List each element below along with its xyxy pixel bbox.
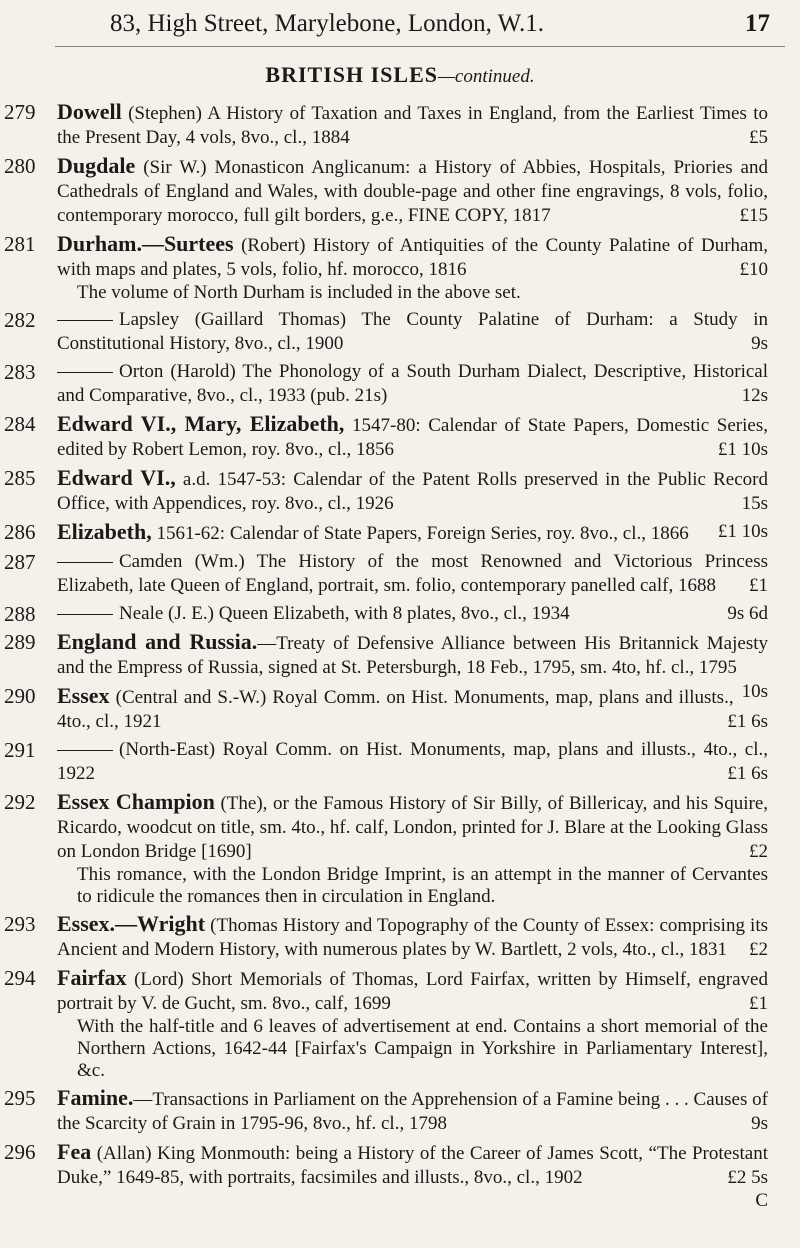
- entry-description: [57, 360, 768, 408]
- entry-description: [57, 520, 768, 546]
- ditto-rule: [57, 750, 113, 751]
- catalogue-entry: [0, 360, 800, 408]
- lot-number: 295: [4, 1086, 36, 1110]
- entry-description: [57, 684, 768, 734]
- ditto-rule: [57, 562, 113, 563]
- catalogue-entry: [0, 738, 800, 786]
- catalogue-entry: [0, 602, 800, 626]
- entry-text: (Central and S.-W.) Royal Comm. on Hist. Monuments, map, plans and illusts., 4to., cl., 1921: [57, 687, 734, 732]
- catalogue-entry: [0, 912, 800, 962]
- header-rule: [55, 46, 785, 47]
- catalogue-entry: [0, 232, 800, 304]
- entry-price: 9s 6d: [727, 603, 768, 624]
- entry-price: £1 10s: [717, 521, 768, 542]
- entry-description: [57, 790, 768, 864]
- lot-number: 292: [4, 790, 36, 814]
- entry-description: [57, 466, 768, 516]
- section-title-text: BRITISH ISLES: [265, 62, 438, 87]
- entry-price: 15s: [741, 493, 768, 514]
- entry-description: [57, 308, 768, 356]
- entry-description: [57, 602, 768, 626]
- section-continued: —continued.: [438, 66, 535, 87]
- entry-price: 12s: [741, 385, 768, 406]
- catalogue-entry: [0, 466, 800, 516]
- entry-heading: Dugdale: [57, 153, 136, 178]
- entry-heading: Elizabeth,: [57, 519, 152, 544]
- entry-text: (Stephen) A History of Taxation and Taxes in England, from the Earliest Times to the Present Day, 4 vols, 8vo., cl., 1884: [57, 103, 768, 148]
- catalogue-entry: [0, 308, 800, 356]
- entry-price: £1: [749, 575, 768, 596]
- entry-description: [57, 412, 768, 462]
- running-head: [0, 4, 800, 44]
- entry-text: (Allan) King Monmouth: being a History of the Career of James Scott, “The Protestant Duke,” 1649-85, with portraits, facsimiles and illusts., 8vo., cl., 1902: [57, 1143, 768, 1188]
- header-address: 83, High Street, Marylebone, London, W.1.: [110, 10, 544, 37]
- catalogue-entry: [0, 100, 800, 150]
- entry-description: [57, 550, 768, 598]
- entry-text: a.d. 1547-53: Calendar of the Patent Rolls preserved in the Public Record Office, with Appendices, roy. 8vo., cl., 1926: [57, 469, 768, 514]
- entry-price: £1 10s: [717, 439, 768, 460]
- page-number: 17: [745, 10, 770, 37]
- entry-description: [57, 738, 768, 786]
- lot-number: 287: [4, 550, 36, 574]
- entry-text: —Transactions in Parliament on the Apprehension of a Famine being . . . Causes of the Scarcity of Grain in 1795-96, 8vo., hf. cl., 1798: [57, 1089, 768, 1134]
- entry-price: £15: [739, 205, 768, 226]
- entry-heading: Famine.: [57, 1085, 134, 1110]
- entry-text: (Thomas History and Topography of the County of Essex: comprising its Ancient and Modern History, with numerous plates by W. Bartlett, 2 vols, 4to., cl., 1831: [57, 915, 768, 960]
- entry-text: (Sir W.) Monasticon Anglicanum: a History of Abbies, Hospitals, Priories and Cathedrals of England and Wales, with double-page and other fine engravings, 8 vols, folio, contemporary morocco, full gilt borders, g.e., FINE COPY, 1817: [57, 157, 768, 226]
- catalogue-entry: [0, 1140, 800, 1212]
- entry-text: 1561-62: Calendar of State Papers, Foreign Series, roy. 8vo., cl., 1866: [151, 523, 689, 544]
- lot-number: 284: [4, 412, 36, 436]
- ditto-rule: [57, 614, 113, 615]
- entry-description: [57, 912, 768, 962]
- entry-price: 9s: [751, 333, 768, 354]
- entry-text: Neale (J. E.) Queen Elizabeth, with 8 plates, 8vo., cl., 1934: [119, 603, 570, 624]
- entry-text: Camden (Wm.) The History of the most Renowned and Victorious Princess Elizabeth, late Queen of England, portrait, sm. folio, contemporary panelled calf, 1688: [57, 551, 768, 596]
- entry-note: With the half-title and 6 leaves of advertisement at end. Contains a short memorial of the Northern Actions, 1642-44 [Fairfax's Campaign in Yorkshire in Parliamentary Interest], &c.: [77, 1016, 768, 1081]
- catalogue-entry: [0, 520, 800, 546]
- entry-heading: Edward VI.,: [57, 465, 176, 490]
- lot-number: 294: [4, 966, 36, 990]
- lot-number: 289: [4, 630, 36, 654]
- entry-text: Lapsley (Gaillard Thomas) The County Palatine of Durham: a Study in Constitutional History, 8vo., cl., 1900: [57, 309, 768, 354]
- entry-price: £10: [739, 259, 768, 280]
- entry-heading: Edward VI., Mary, Elizabeth,: [57, 411, 345, 436]
- catalogue-entry: [0, 1086, 800, 1136]
- lot-number: 296: [4, 1140, 36, 1164]
- entry-price: £1: [749, 993, 768, 1014]
- entry-price: £5: [749, 127, 768, 148]
- entry-heading: Durham.—Surtees: [57, 231, 234, 256]
- entry-price: 9s: [751, 1113, 768, 1134]
- entry-description: [57, 966, 768, 1016]
- section-title: [0, 62, 800, 88]
- lot-number: 286: [4, 520, 36, 544]
- lot-number: 285: [4, 466, 36, 490]
- lot-number: 283: [4, 360, 36, 384]
- catalogue-entry: [0, 966, 800, 1082]
- entry-description: [57, 100, 768, 150]
- catalogue-entry: [0, 684, 800, 734]
- lot-number: 293: [4, 912, 36, 936]
- entry-price: £1 6s: [727, 763, 768, 784]
- entry-heading: England and Russia.: [57, 629, 258, 654]
- entry-heading: Dowell: [57, 99, 122, 124]
- entry-price: £1 6s: [727, 711, 768, 732]
- entry-note: The volume of North Durham is included in the above set.: [77, 282, 521, 303]
- entry-heading: Fea: [57, 1139, 92, 1164]
- entry-price: £2 5s: [727, 1167, 768, 1188]
- entry-heading: Essex: [57, 683, 110, 708]
- entry-heading: Essex Champion: [57, 789, 215, 814]
- entry-description: [57, 232, 768, 282]
- lot-number: 291: [4, 738, 36, 762]
- entry-heading: Fairfax: [57, 965, 127, 990]
- entry-text: 1547-80: Calendar of State Papers, Domestic Series, edited by Robert Lemon, roy. 8vo., cl., 1856: [57, 415, 768, 460]
- lot-number: 290: [4, 684, 36, 708]
- lot-number: 281: [4, 232, 36, 256]
- entry-heading: Essex.—Wright: [57, 911, 206, 936]
- lot-number: 279: [4, 100, 36, 124]
- catalogue-entry: [0, 790, 800, 908]
- catalogue-entry: [0, 412, 800, 462]
- catalogue-entry: [0, 550, 800, 598]
- entry-price: 10s: [741, 681, 768, 702]
- lot-number: 282: [4, 308, 36, 332]
- entry-text: (Robert) History of Antiquities of the County Palatine of Durham, with maps and plates, 5 vols, folio, hf. morocco, 1816: [57, 235, 768, 280]
- catalogue-entry: [0, 154, 800, 228]
- entry-price: £2: [749, 841, 768, 862]
- ditto-rule: [57, 320, 113, 321]
- entry-note: This romance, with the London Bridge Imprint, is an attempt in the manner of Cervantes to ridicule the romances then in circulation in England.: [77, 864, 768, 907]
- lot-number: 280: [4, 154, 36, 178]
- entry-description: [57, 1086, 768, 1136]
- entry-description: [57, 154, 768, 228]
- lot-number: 288: [4, 602, 36, 626]
- entry-text: (North-East) Royal Comm. on Hist. Monuments, map, plans and illusts., 4to., cl., 1922: [57, 739, 768, 784]
- ditto-rule: [57, 372, 113, 373]
- entry-description: [57, 1140, 768, 1190]
- entry-list: [0, 100, 800, 1216]
- entry-price: £2: [749, 939, 768, 960]
- entry-text: (The), or the Famous History of Sir Billy, of Billericay, and his Squire, Ricardo, woodcut on title, sm. 4to., hf. calf, London, printed for J. Blare at the Looking Glass on London Bridge [1690]: [57, 793, 769, 862]
- signature-mark: C: [755, 1190, 768, 1211]
- entry-text: Orton (Harold) The Phonology of a South Durham Dialect, Descriptive, Historical and Comparative, 8vo., cl., 1933 (pub. 21s): [57, 361, 768, 406]
- entry-text: —Treaty of Defensive Alliance between His Britannick Majesty and the Empress of Russia, signed at St. Petersburgh, 18 Feb., 1795, sm. 4to, hf. cl., 1795: [57, 633, 768, 678]
- entry-text: (Lord) Short Memorials of Thomas, Lord Fairfax, written by Himself, engraved portrait by V. de Gucht, sm. 8vo., calf, 1699: [57, 969, 768, 1014]
